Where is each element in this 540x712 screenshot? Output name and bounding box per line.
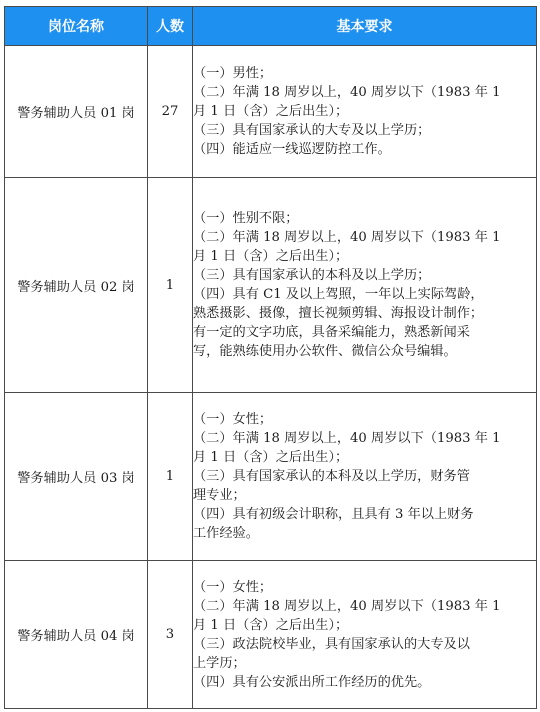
requirement-line: 上学历； (193, 655, 246, 671)
requirement-line: （三）具有国家承认的本科及以上学历； (193, 268, 431, 283)
requirement-line: （四）具有初级会计职称，且具有 3 年以上财务 (193, 507, 474, 522)
requirement-line: （一）女性； (193, 412, 273, 427)
requirement-line: 月 1 日（含）之后出生）； (193, 104, 349, 119)
requirement-line: 写，能熟练使用办公软件、微信公众号编辑。 (193, 344, 457, 359)
position-cell: 警务辅助人员 04 岗 (5, 561, 148, 709)
requirement-line: （二）年满 18 周岁以上，40 周岁以下（1983 年 1 (193, 230, 501, 245)
table-row (5, 561, 537, 709)
requirement-line: （四）具有 C1 及以上驾照，一年以上实际驾龄， (193, 287, 484, 302)
position-cell: 警务辅助人员 01 岗 (5, 46, 148, 178)
requirements-cell (193, 46, 537, 178)
position-cell: 警务辅助人员 02 岗 (5, 178, 148, 393)
count-cell: 1 (148, 178, 193, 393)
table-row (5, 393, 537, 561)
requirement-line: 熟悉摄影、摄像，擅长视频剪辑、海报设计制作； (193, 306, 484, 321)
count-cell: 27 (148, 46, 193, 178)
requirement-line: 理专业； (193, 488, 246, 503)
requirement-line: （三）具有国家承认的大专及以上学历； (193, 123, 431, 138)
requirement-line: （二）年满 18 周岁以上，40 周岁以下（1983 年 1 (193, 85, 501, 100)
header-position: 岗位名称 (5, 7, 148, 46)
requirement-line: （二）年满 18 周岁以上，40 周岁以下（1983 年 1 (193, 598, 501, 614)
requirements-cell (193, 561, 537, 709)
requirement-line: （三）具有国家承认的本科及以上学历，财务管 (193, 469, 470, 484)
requirement-line: （三）政法院校毕业，具有国家承认的大专及以 (193, 636, 470, 652)
requirement-line: （一）男性； (193, 66, 273, 81)
requirement-line: （一）性别不限； (193, 211, 299, 226)
position-cell: 警务辅助人员 03 岗 (5, 393, 148, 561)
header-requirements: 基本要求 (193, 7, 537, 46)
requirement-line: 月 1 日（含）之后出生）； (193, 450, 349, 465)
requirement-line: 有一定的文字功底，具备采编能力，熟悉新闻采 (193, 325, 470, 340)
requirement-line: （二）年满 18 周岁以上，40 周岁以下（1983 年 1 (193, 431, 501, 446)
table-row (5, 46, 537, 178)
requirements-cell (193, 393, 537, 561)
requirement-line: 月 1 日（含）之后出生）； (193, 617, 349, 633)
requirement-line: （四）具有公安派出所工作经历的优先。 (193, 674, 431, 690)
requirements-cell (193, 178, 537, 393)
requirement-line: （四）能适应一线巡逻防控工作。 (193, 142, 391, 157)
table-header-row (5, 7, 537, 46)
table-row (5, 178, 537, 393)
recruitment-table (4, 6, 537, 709)
header-count: 人数 (148, 7, 193, 46)
count-cell: 3 (148, 561, 193, 709)
count-cell: 1 (148, 393, 193, 561)
requirement-line: 工作经验。 (193, 526, 259, 541)
requirement-line: 月 1 日（含）之后出生）； (193, 249, 349, 264)
requirement-line: （一）女性； (193, 579, 273, 595)
